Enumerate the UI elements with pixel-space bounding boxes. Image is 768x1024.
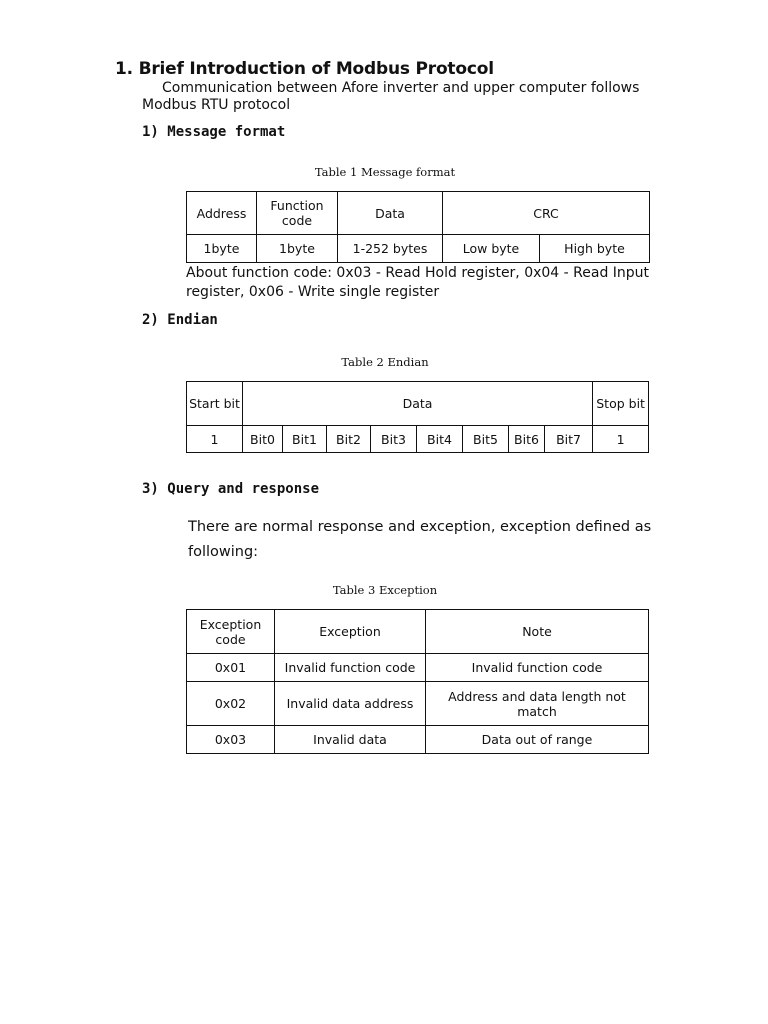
table-cell: Bit4 — [417, 426, 463, 453]
table-cell: Low byte — [443, 235, 540, 263]
table-cell: Bit1 — [283, 426, 327, 453]
header-cell: Stop bit — [593, 382, 649, 426]
table-cell: 1 — [593, 426, 649, 453]
subsection-title-query-response: 3) Query and response — [142, 481, 320, 497]
table-cell: 0x02 — [187, 682, 275, 726]
header-cell: Start bit — [187, 382, 243, 426]
table-row — [187, 426, 649, 453]
intro-line-2: Modbus RTU protocol — [142, 97, 291, 113]
note-line-2: register, 0x06 - Write single register — [186, 284, 440, 300]
table-cell: 0x01 — [187, 654, 275, 682]
table-cell: Bit5 — [463, 426, 509, 453]
table-header-row — [187, 192, 650, 235]
table-cell: Bit2 — [327, 426, 371, 453]
message-format-table — [186, 191, 650, 263]
subsection-title-message-format: 1) Message format — [142, 124, 286, 140]
table-cell: 1byte — [187, 235, 257, 263]
table-cell: Data out of range — [426, 726, 649, 754]
para-line-2: following: — [188, 544, 259, 560]
table-1-caption: Table 1 Message format — [314, 165, 456, 179]
function-code-note — [186, 264, 661, 302]
table-cell: 1-252 bytes — [338, 235, 443, 263]
table-cell: Invalid data — [275, 726, 426, 754]
table-cell: 1 — [187, 426, 243, 453]
table-header-row — [187, 610, 649, 654]
table-cell: Bit7 — [545, 426, 593, 453]
table-row — [187, 726, 649, 754]
table-cell: Bit6 — [509, 426, 545, 453]
table-cell: Bit0 — [243, 426, 283, 453]
header-cell: Data — [338, 192, 443, 235]
table-row — [187, 235, 650, 263]
table-cell: 0x03 — [187, 726, 275, 754]
subsection-title-endian: 2) Endian — [142, 312, 218, 328]
intro-paragraph — [142, 80, 642, 114]
table-cell: Invalid function code — [275, 654, 426, 682]
exception-table — [186, 609, 649, 754]
endian-table — [186, 381, 649, 453]
header-cell: Exception code — [187, 610, 275, 654]
table-cell: Invalid function code — [426, 654, 649, 682]
header-cell: Note — [426, 610, 649, 654]
table-header-row — [187, 382, 649, 426]
table-cell: Invalid data address — [275, 682, 426, 726]
table-cell: High byte — [540, 235, 650, 263]
table-2-caption: Table 2 Endian — [341, 355, 429, 369]
intro-line-1: Communication between Afore inverter and upper computer follows — [162, 80, 640, 96]
header-cell: CRC — [443, 192, 650, 235]
header-cell: Function code — [257, 192, 338, 235]
section-heading: 1. Brief Introduction of Modbus Protocol — [115, 59, 494, 79]
header-cell: Exception — [275, 610, 426, 654]
note-line-1: About function code: 0x03 - Read Hold register, 0x04 - Read Input — [186, 265, 650, 281]
table-cell: Bit3 — [371, 426, 417, 453]
table-cell: 1byte — [257, 235, 338, 263]
table-row — [187, 682, 649, 726]
para-line-1: There are normal response and exception, exception defined as — [188, 519, 652, 535]
header-cell: Address — [187, 192, 257, 235]
header-cell: Data — [243, 382, 593, 426]
table-3-caption: Table 3 Exception — [332, 583, 438, 597]
table-row — [187, 654, 649, 682]
table-cell: Address and data length not match — [426, 682, 649, 726]
exception-paragraph — [188, 515, 658, 565]
